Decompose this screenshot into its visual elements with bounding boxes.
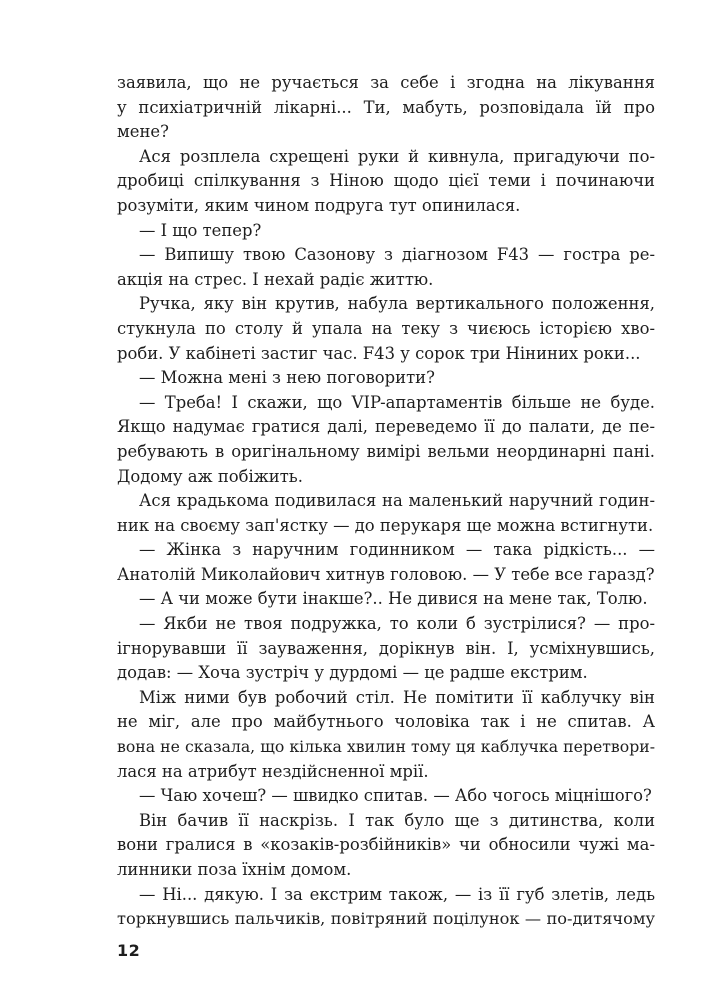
text-line: Якщо надумає гратися далі, переведемо її до палати, де пе-: [117, 417, 655, 437]
text-line: дробиці спілкування з Ніною щодо цієї теми і починаючи: [117, 171, 655, 191]
text-line: Ася розплела схрещені руки й кивнула, пригадуючи по-: [139, 146, 655, 166]
text-line: — А чи може бути інакше?.. Не дивися на мене так, Толю.: [139, 589, 648, 609]
text-line: линники поза їхнім домом.: [117, 860, 352, 879]
text-line: — І що тепер?: [139, 220, 262, 240]
text-line: заявила, що не ручається за себе і згодна на лікування: [117, 73, 655, 92]
text-line: Ася крадькома подивилася на маленький наручний годин-: [139, 491, 655, 511]
page-number: 12: [117, 941, 141, 960]
text-line: додав: — Хоча зустріч у дурдомі — це радше екстрим.: [117, 663, 588, 683]
text-line: ник на своєму зап'ястку — до перукаря ще можна встигнути.: [117, 515, 654, 535]
text-line: мене?: [117, 122, 169, 142]
text-line: Між ними був робочий стіл. Не помітити її каблучку він: [139, 687, 655, 707]
text-line: ребувають в оригінальному вимірі вельми неординарні пані.: [117, 441, 655, 461]
text-line: роби. У кабінеті застиг час. F43 у сорок три Ніниних роки...: [117, 343, 641, 363]
text-line: ігнорувавши її зауваження, дорікнув він. І, усміхнувшись,: [117, 638, 655, 658]
text-line: — Можна мені з нею поговорити?: [139, 368, 435, 388]
body-text: [117, 71, 655, 932]
text-line: — Ні... дякую. І за екстрим також, — із її губ злетів, ледь: [139, 884, 655, 904]
text-line: не міг, але про майбутнього чоловіка так і не спитав. А: [117, 712, 655, 732]
text-line: розуміти, яким чином подруга тут опинилася.: [117, 195, 521, 215]
text-line: — Випишу твою Сазонову з діагнозом F43 — гостра ре-: [139, 245, 655, 265]
text-line: Він бачив її наскрізь. І так було ще з дитинства, коли: [139, 810, 655, 830]
text-line: Анатолій Миколайович хитнув головою. — У тебе все гаразд?: [117, 564, 655, 584]
text-line: лася на атрибут нездійсненної мрії.: [117, 761, 429, 781]
text-line: вони гралися в «козаків-розбійників» чи обносили чужі ма-: [117, 835, 655, 855]
text-line: Додому аж побіжить.: [117, 466, 303, 486]
text-line: Ручка, яку він крутив, набула вертикального положення,: [139, 294, 655, 314]
text-line: — Жінка з наручним годинником — така рідкість... —: [139, 540, 655, 560]
text-line: — Якби не твоя подружка, то коли б зустрілися? — про-: [139, 614, 655, 634]
text-line: вона не сказала, що кілька хвилин тому ця каблучка перетвори-: [117, 737, 655, 757]
text-line: у психіатричній лікарні... Ти, мабуть, розповідала їй про: [117, 97, 655, 117]
text-line: стукнула по столу й упала на теку з чиєюсь історією хво-: [117, 318, 655, 338]
text-line: — Треба! І скажи, що VIP-апартаментів більше не буде.: [139, 392, 655, 412]
text-line: торкнувшись пальчиків, повітряний поцілунок — по-дитячому: [117, 909, 655, 929]
text-line: — Чаю хочеш? — швидко спитав. — Або чогось міцнішого?: [139, 786, 652, 806]
text-line: акція на стрес. І нехай радіє життю.: [117, 269, 434, 289]
